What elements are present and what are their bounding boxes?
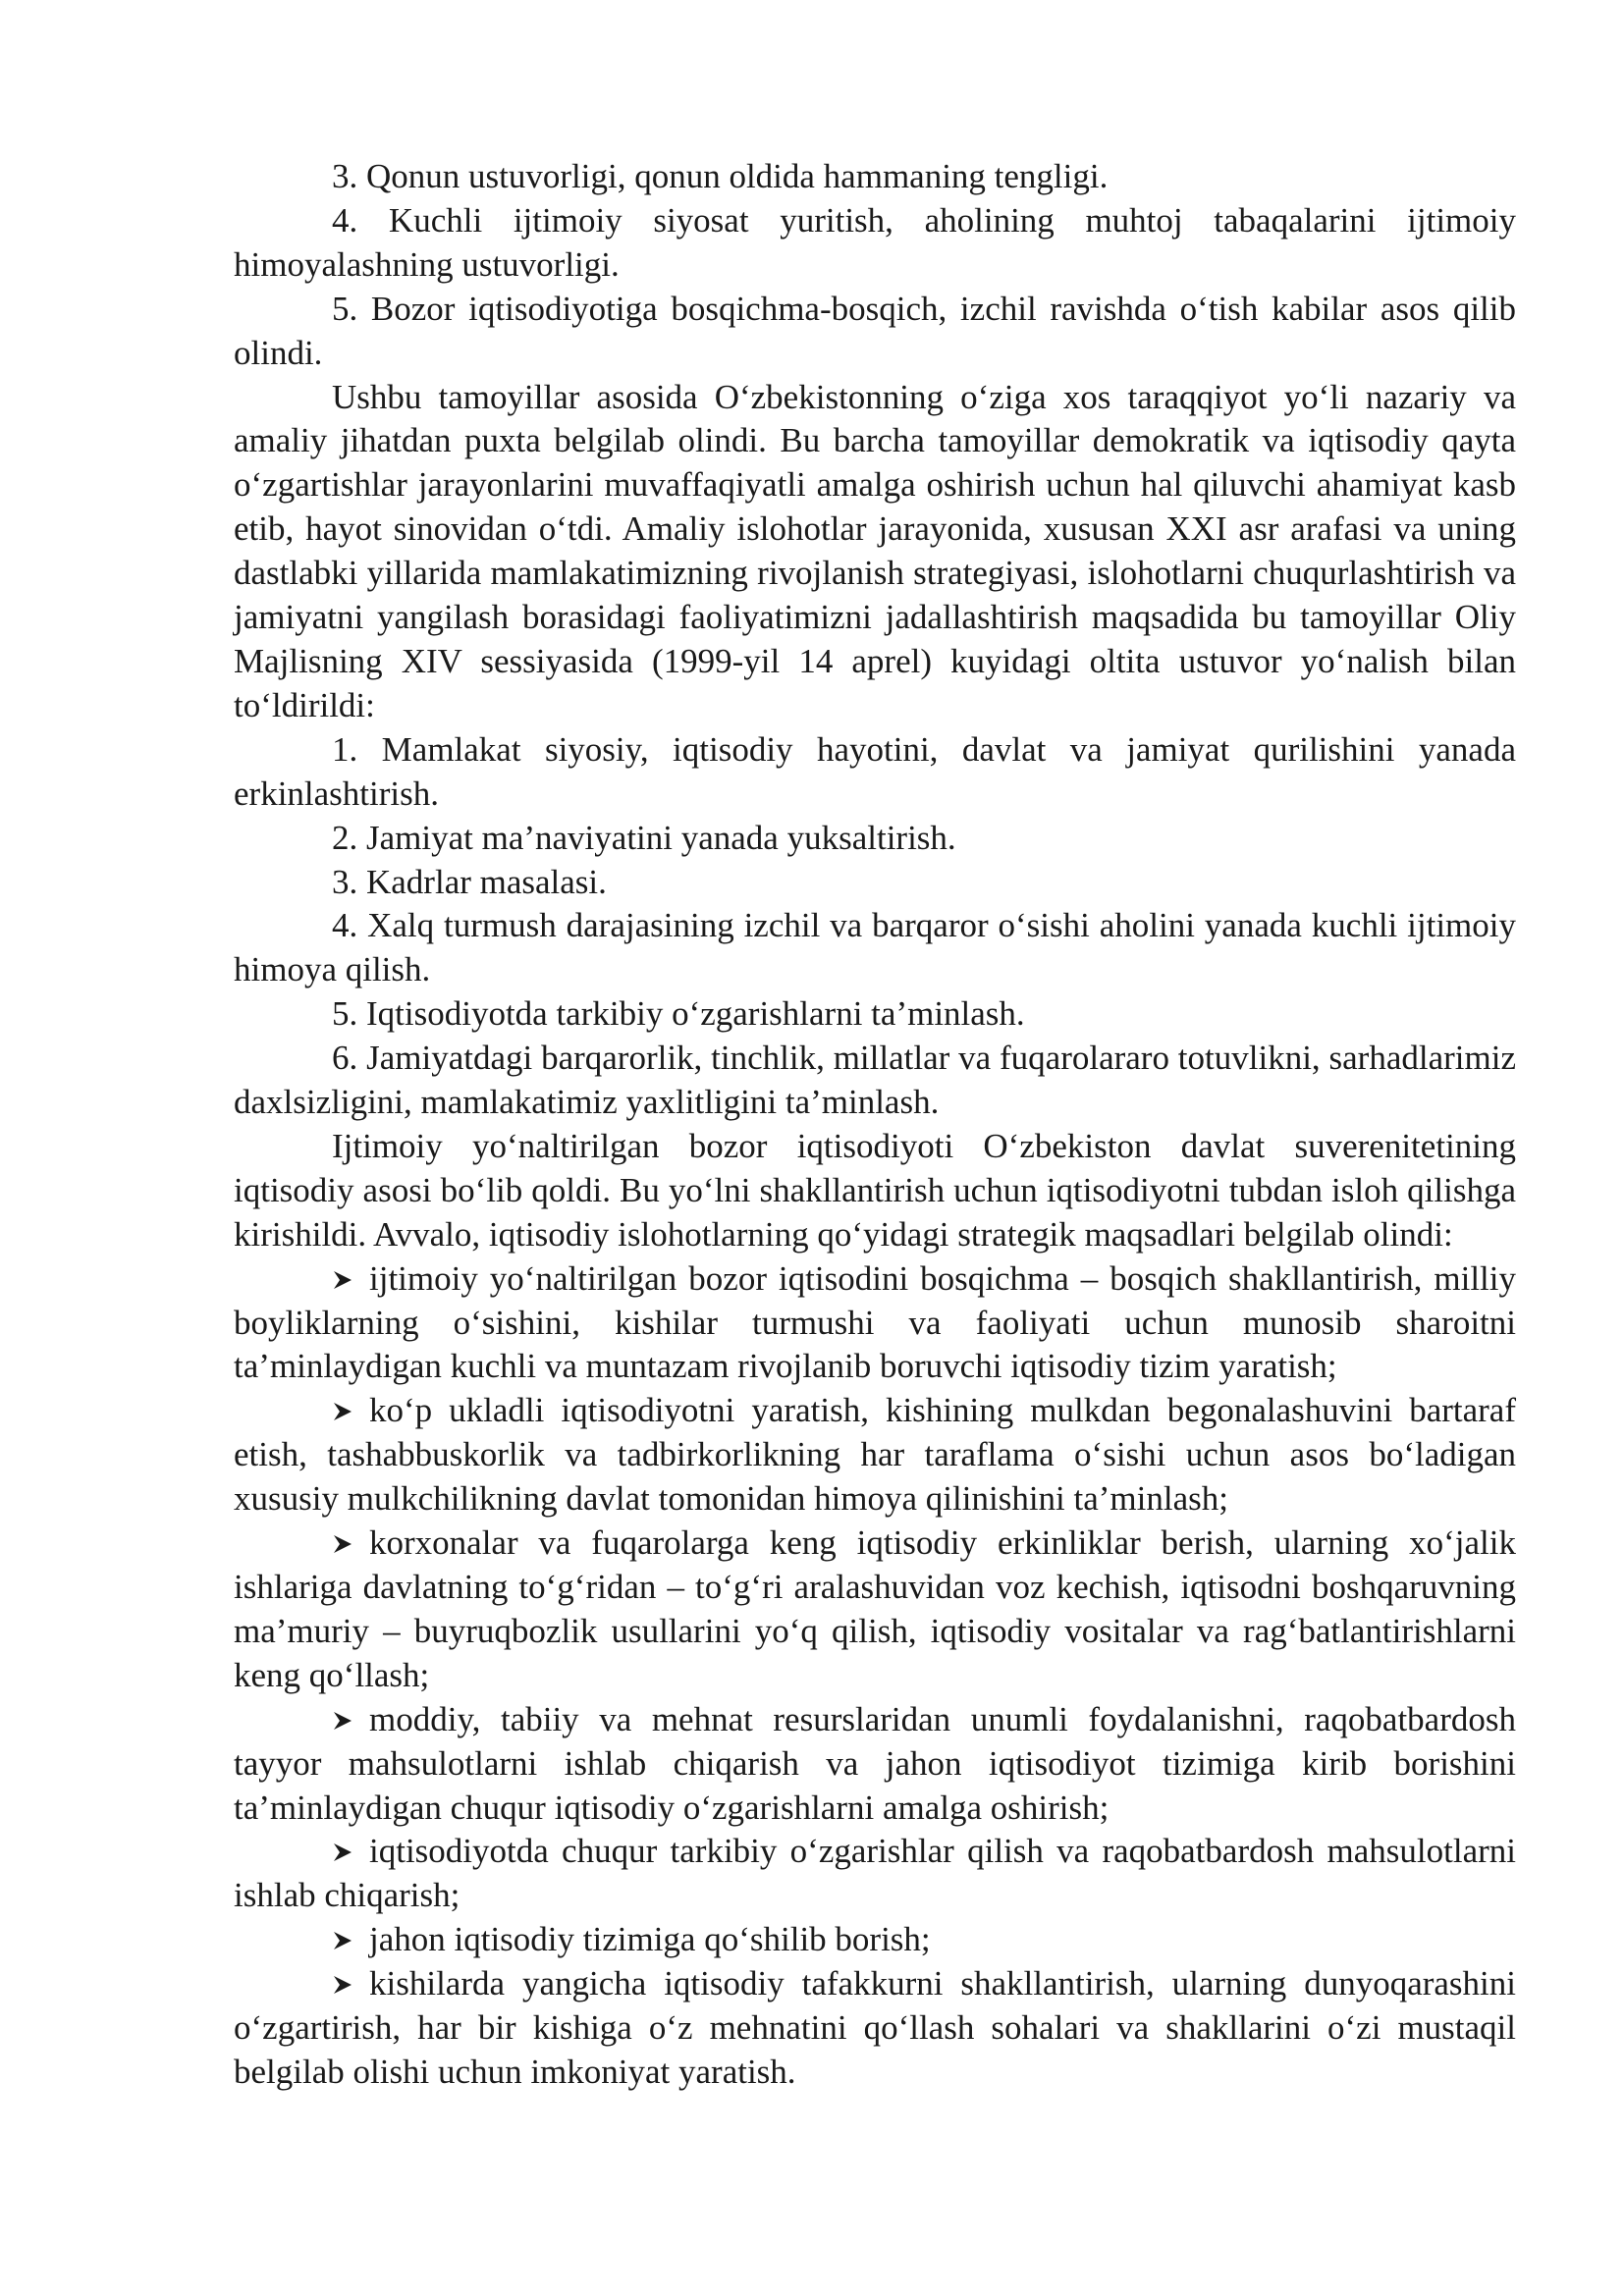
paragraph-text: 6. Jamiyatdagi barqarorlik, tinchlik, millatlar va fuqarolararo totuvlikni, sarhadlarimiz daxlsizligini, mamlakatimiz yaxlitligini ta’minlash. — [234, 1039, 1516, 1122]
arrowhead-bullet-icon — [332, 1257, 361, 1302]
paragraph — [234, 728, 1516, 817]
arrowhead-bullet-icon — [332, 1962, 361, 2006]
paragraph-text: ijtimoiy yo‘naltirilgan bozor iqtisodini bosqichma – bosqich shakllantirish, milliy boyliklarning o‘sishini, kishilar turmushi va faoliyati uchun munosib sharoitni ta’minlaydigan kuchli va muntazam rivojlanib boruvchi iqtisodiy tizim yaratish; — [234, 1258, 1516, 1386]
paragraph-text: jahon iqtisodiy tizimiga qo‘shilib borish; — [369, 1920, 931, 1959]
arrowhead-bullet-icon — [332, 1389, 361, 1433]
bullet-item — [234, 1257, 1516, 1390]
paragraph — [234, 992, 1516, 1037]
paragraph-text: kishilarda yangicha iqtisodiy tafakkurni shakllantirish, ularning dunyoqarashini o‘zgartirish, har bir kishiga o‘z mehnatini qo‘llash sohalari va shakllarini o‘zi mustaqil belgilab olishi uchun imkoniyat yaratish. — [234, 1964, 1516, 2091]
arrowhead-bullet-icon — [332, 1698, 361, 1742]
arrowhead-bullet-icon — [332, 1830, 361, 1874]
paragraph-text: ko‘p ukladli iqtisodiyotni yaratish, kishining mulkdan begonalashuvini bartaraf etish, tashabbuskorlik va tadbirkorlikning har taraflama o‘sishi uchun asos bo‘ladigan xususiy mulkchilikning davlat tomonidan himoya qilinishini ta’minlash; — [234, 1391, 1516, 1519]
paragraph-text: korxonalar va fuqarolarga keng iqtisodiy erkinliklar berish, ularning xo‘jalik ishlariga davlatning to‘g‘ridan – to‘g‘ri aralashuvidan voz kechish, iqtisodni boshqaruvning ma’muriy – buyruqbozlik usullarini yo‘q qilish, iqtisodiy vositalar va rag‘batlantirishlarni keng qo‘llash; — [234, 1523, 1516, 1694]
bullet-item — [234, 1389, 1516, 1522]
paragraph-text: 3. Kadrlar masalasi. — [332, 862, 607, 901]
paragraph-text: 4. Xalq turmush darajasining izchil va barqaror o‘sishi aholini yanada kuchli ijtimoiy himoya qilish. — [234, 906, 1516, 989]
paragraph — [234, 817, 1516, 861]
paragraph-text: Ushbu tamoyillar asosida O‘zbekistonning o‘ziga xos taraqqiyot yo‘li nazariy va amaliy jihatdan puxta belgilab olindi. Bu barcha tamoyillar demokratik va iqtisodiy qayta o‘zgartishlar jarayonlarini muvaffaqiyatli amalga oshirish uchun hal qiluvchi ahamiyat kasb etib, hayot sinovidan o‘tdi. Amaliy islohotlar jarayonida, xususan XXI asr arafasi va uning dastlabki yillarida mamlakatimizning rivojlanish strategiyasi, islohotlarni chuqurlashtirish va jamiyatni yangilash borasidagi faoliyatimizni jadallashtirish maqsadida bu tamoyillar Oliy Majlisning XIV sessiyasida (1999-yil 14 aprel) kuyidagi oltita ustuvor yo‘nalish bilan to‘ldirildi: — [234, 377, 1516, 724]
paragraph — [234, 288, 1516, 376]
arrowhead-bullet-icon — [332, 1522, 361, 1566]
paragraph-text: Ijtimoiy yo‘naltirilgan bozor iqtisodiyoti O‘zbekiston davlat suverenitetining iqtisodiy asosi bo‘lib qoldi. Bu yo‘lni shakllantirish uchun iqtisodiyotni tubdan isloh qilishga kirishildi. Avvalo, iqtisodiy islohotlarning qo‘yidagi strategik maqsadlari belgilab olindi: — [234, 1126, 1516, 1254]
paragraph-text: 5. Iqtisodiyotda tarkibiy o‘zgarishlarni ta’minlash. — [332, 994, 1025, 1034]
paragraph — [234, 199, 1516, 288]
arrowhead-bullet-icon — [332, 1918, 361, 1962]
bullet-item — [234, 1698, 1516, 1831]
bullet-item — [234, 1522, 1516, 1698]
paragraph — [234, 376, 1516, 728]
paragraph — [234, 861, 1516, 905]
document-page — [234, 155, 1516, 2095]
paragraph — [234, 1037, 1516, 1125]
bullet-item — [234, 1962, 1516, 2095]
paragraph — [234, 904, 1516, 992]
paragraph-text: 2. Jamiyat ma’naviyatini yanada yuksaltirish. — [332, 818, 956, 857]
paragraph — [234, 1125, 1516, 1257]
paragraph-text: 5. Bozor iqtisodiyotiga bosqichma-bosqich, izchil ravishda o‘tish kabilar asos qilib olindi. — [234, 289, 1516, 372]
paragraph-text: 3. Qonun ustuvorligi, qonun oldida hammaning tengligi. — [332, 157, 1109, 195]
paragraph — [234, 155, 1516, 199]
paragraph-text: iqtisodiyotda chuqur tarkibiy o‘zgarishlar qilish va raqobatbardosh mahsulotlarni ishlab chiqarish; — [234, 1832, 1516, 1915]
bullet-item — [234, 1918, 1516, 1962]
paragraph-text: 1. Mamlakat siyosiy, iqtisodiy hayotini, davlat va jamiyat qurilishini yanada erkinlashtirish. — [234, 729, 1516, 813]
paragraph-text: 4. Kuchli ijtimoiy siyosat yuritish, aholining muhtoj tabaqalarini ijtimoiy himoyalashning ustuvorligi. — [234, 200, 1516, 284]
bullet-item — [234, 1830, 1516, 1918]
paragraph-text: moddiy, tabiiy va mehnat resurslaridan unumli foydalanishni, raqobatbardosh tayyor mahsulotlarni ishlab chiqarish va jahon iqtisodiyot tizimiga kirib borishini ta’minlaydigan chuqur iqtisodiy o‘zgarishlarni amalga oshirish; — [234, 1699, 1516, 1827]
